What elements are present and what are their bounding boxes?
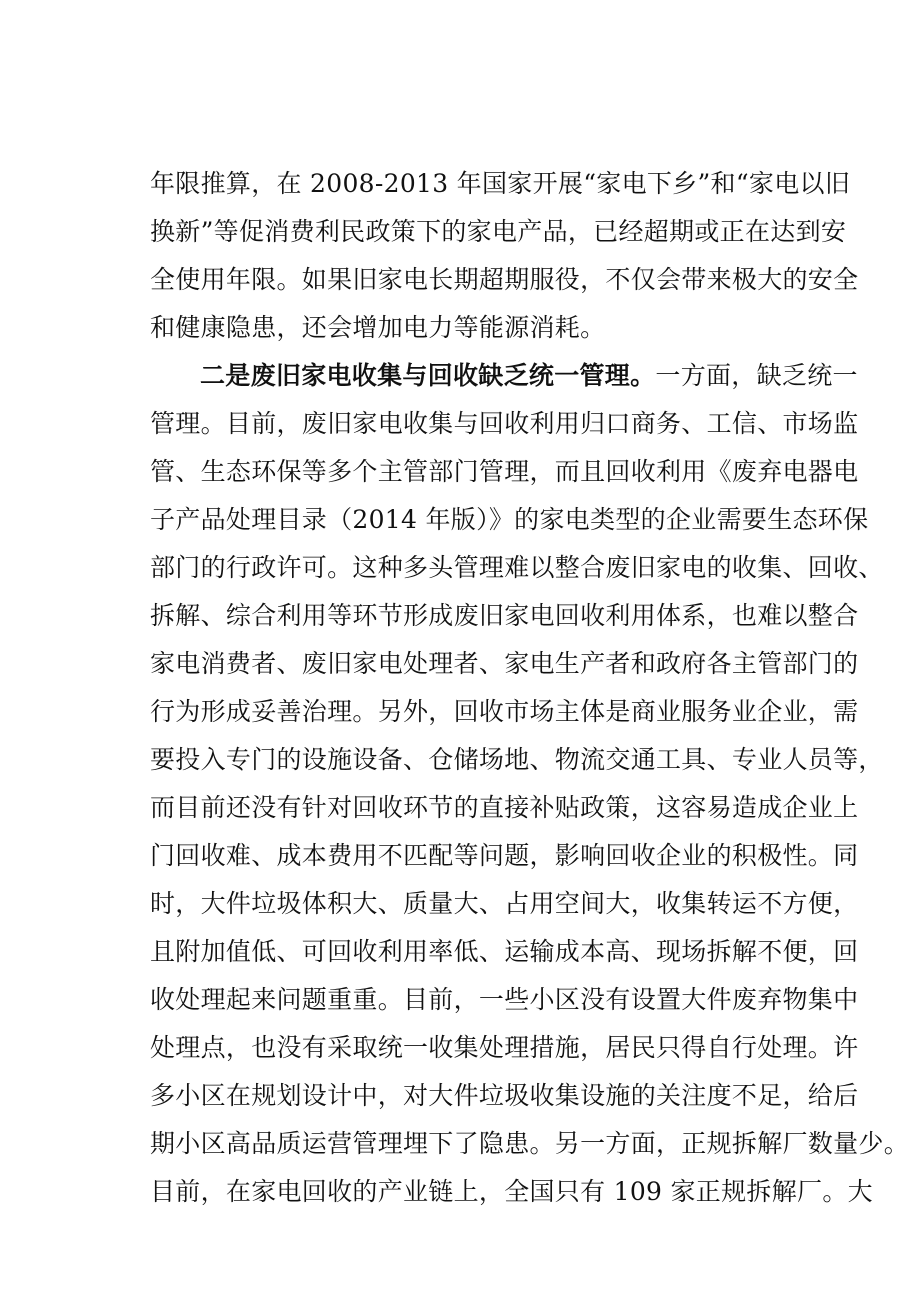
text-line: 家电消费者、废旧家电处理者、家电生产者和政府各主管部门的 (150, 649, 859, 678)
text-line: 年限推算，在 2008-2013 年国家开展“家电下乡”和“家电以旧 (150, 169, 851, 198)
section-heading: 二是废旧家电收集与回收缺乏统一管理。 (200, 361, 656, 390)
text-line: 多小区在规划设计中，对大件垃圾收集设施的关注度不足，给后 (150, 1081, 859, 1110)
text-line: 部门的行政许可。这种多头管理难以整合废旧家电的收集、回收、 (150, 553, 884, 582)
text-line: 管、生态环保等多个主管部门管理，而且回收利用《废弃电器电 (150, 457, 859, 486)
text-line: 目前，在家电回收的产业链上，全国只有 109 家正规拆解厂。大 (150, 1177, 873, 1206)
text-line-rest: 一方面，缺乏统一 (655, 361, 858, 390)
text-line: 期小区高品质运营管理埋下了隐患。另一方面，正规拆解厂数量少。 (150, 1129, 910, 1158)
text-line: 收处理起来问题重重。目前，一些小区没有设置大件废弃物集中 (150, 985, 859, 1014)
paragraph-2-first-line (200, 358, 858, 394)
text-line: 门回收难、成本费用不匹配等问题，影响回收企业的积极性。同 (150, 841, 859, 870)
text-line: 而目前还没有针对回收环节的直接补贴政策，这容易造成企业上 (150, 793, 859, 822)
text-line: 全使用年限。如果旧家电长期超期服役，不仅会带来极大的安全 (150, 265, 859, 294)
text-line: 和健康隐患，还会增加电力等能源消耗。 (150, 313, 606, 342)
text-line: 要投入专门的设施设备、仓储场地、物流交通工具、专业人员等， (150, 745, 884, 774)
text-line: 子产品处理目录（2014 年版）》的家电类型的企业需要生态环保 (150, 505, 869, 534)
text-line: 处理点，也没有采取统一收集处理措施，居民只得自行处理。许 (150, 1033, 859, 1062)
text-line: 换新”等促消费利民政策下的家电产品，已经超期或正在达到安 (150, 217, 847, 246)
text-line: 时，大件垃圾体积大、质量大、占用空间大，收集转运不方便， (150, 889, 859, 918)
text-line: 且附加值低、可回收利用率低、运输成本高、现场拆解不便，回 (150, 937, 859, 966)
text-line: 行为形成妥善治理。另外，回收市场主体是商业服务业企业，需 (150, 697, 859, 726)
text-line: 拆解、综合利用等环节形成废旧家电回收利用体系，也难以整合 (150, 601, 859, 630)
text-line: 管理。目前，废旧家电收集与回收利用归口商务、工信、市场监 (150, 409, 859, 438)
